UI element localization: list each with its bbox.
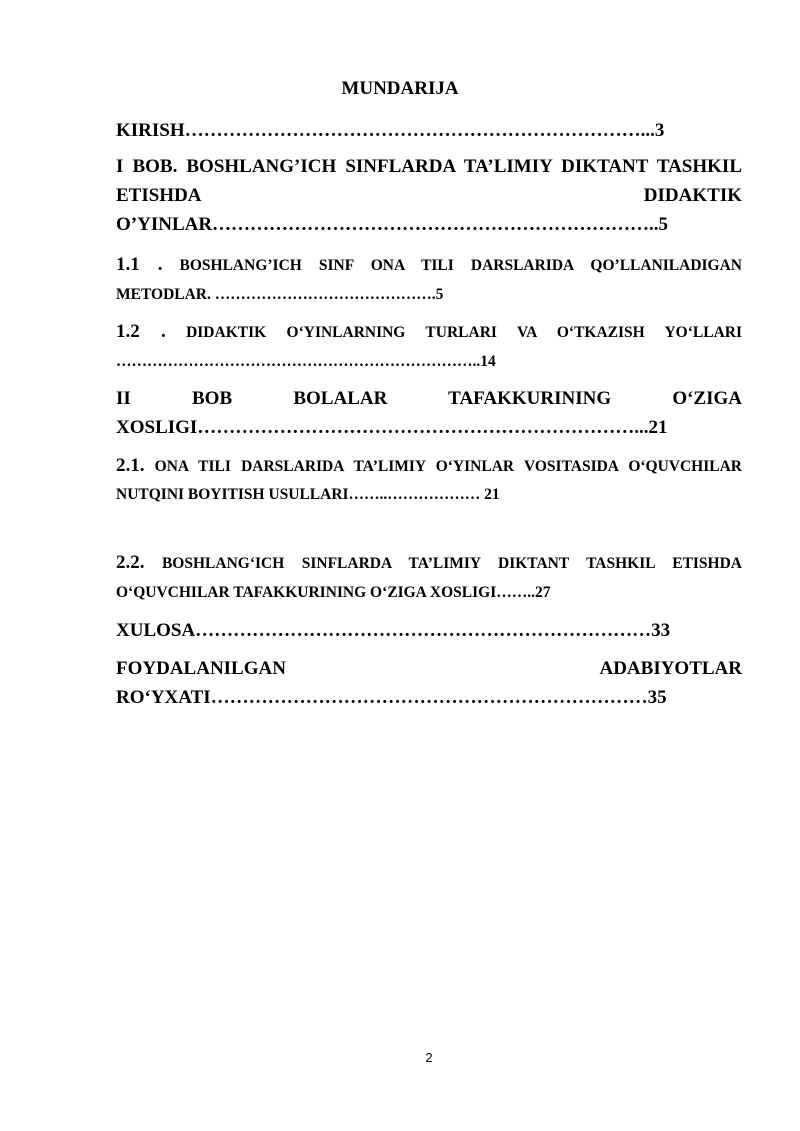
toc-entry-number: 2.1. [116,455,145,476]
toc-entry-chapter-1: I BOB. BOSHLANG’ICH SINFLARDA TA’LIMIY DIKTANT TASHKIL ETISHDA DIDAKTIK O’YINLAR……………………………………………………………..5 [116,156,742,235]
toc-entry-text: DIDAKTIK O‘YINLARNING TURLARI VA O‘TKAZISH YO‘LLARI ……………………………………………………………..14 [116,324,743,370]
toc-entry-number: 2.2. [116,552,145,573]
toc-entry-2-2 [116,548,742,607]
page-number: 2 [425,1050,433,1065]
toc-entry-text: BOSHLANG‘ICH SINFLARDA TA’LIMIY DIKTANT TASHKIL ETISHDA O‘QUVCHILAR TAFAKKURINING O‘ZIGA XOSLIGI……..27 [116,555,742,601]
document-title: MUNDARIJA [341,78,459,99]
toc-entry-chapter-2: II BOB BOLALAR TAFAKKURINING O‘ZIGA XOSLIGI……………………………………………………………...21 [116,388,742,438]
toc-entry-text: BOSHLANG’ICH SINF ONA TILI DARSLARIDA QO’LLANILADIGAN METODLAR. …………………………………….5 [116,257,743,303]
toc-entry-1-1 [116,250,742,309]
toc-entry-kirish: KIRISH………………………………………………………………...3 [116,120,665,141]
toc-entry-2-1 [116,452,742,509]
toc-entry-references: FOYDALANILGAN ADABIYOTLAR RO‘YXATI……………………………………………………………35 [116,658,742,708]
toc-entry-number: 1.1 . [116,254,163,275]
toc-entry-text: ONA TILI DARSLARIDA TA’LIMIY O‘YINLAR VOSITASIDA O‘QUVCHILAR NUTQINI BOYITISH USULLARI……..……………… 21 [116,458,742,503]
toc-entry-xulosa: XULOSA………………………………………………………………33 [116,620,671,641]
toc-entry-1-2 [116,317,742,376]
toc-entry-number: 1.2 . [116,321,166,342]
